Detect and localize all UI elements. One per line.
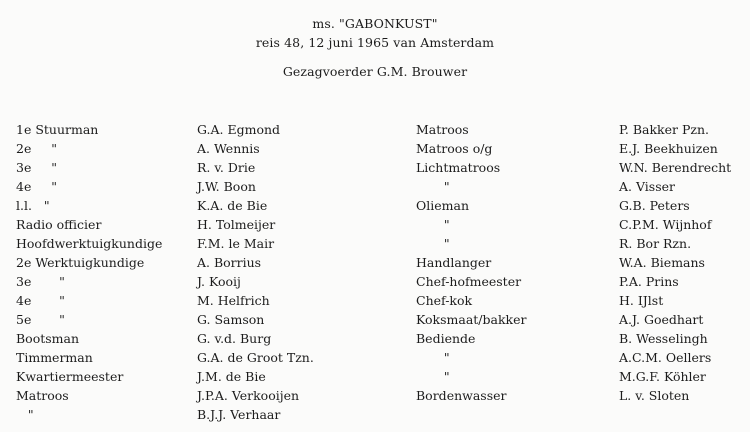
crew-name: B.J.J. Verhaar bbox=[197, 407, 281, 422]
crew-name: G.B. Peters bbox=[619, 198, 690, 213]
crew-rank: Radio officier bbox=[16, 217, 102, 232]
crew-rank: 4e " bbox=[16, 293, 65, 308]
crew-name: A. Borrius bbox=[197, 255, 262, 270]
crew-name: H. Tolmeijer bbox=[197, 217, 276, 232]
crew-name: M. Helfrich bbox=[197, 293, 270, 308]
crew-rank: Lichtmatroos bbox=[416, 160, 501, 175]
crew-name: A.C.M. Oellers bbox=[619, 350, 712, 365]
voyage-info: reis 48, 12 juni 1965 van Amsterdam bbox=[255, 35, 495, 50]
crew-rank: " bbox=[416, 236, 450, 251]
crew-rank: Matroos o/g bbox=[416, 141, 493, 156]
crew-rank: 4e " bbox=[16, 179, 57, 194]
crew-name: F.M. le Mair bbox=[197, 236, 275, 251]
crew-rank: Kwartiermeester bbox=[16, 369, 124, 384]
crew-name: R. Bor Rzn. bbox=[619, 236, 692, 251]
crew-name: K.A. de Bie bbox=[197, 198, 268, 213]
crew-rank: Timmerman bbox=[16, 350, 93, 365]
crew-rank: 5e " bbox=[16, 312, 65, 327]
crew-name: A.J. Goedhart bbox=[619, 312, 704, 327]
crew-rank: " bbox=[416, 350, 450, 365]
crew-rank: 1e Stuurman bbox=[16, 122, 99, 137]
crew-rank: Hoofdwerktuigkundige bbox=[16, 236, 163, 251]
crew-rank: Matroos bbox=[16, 388, 69, 403]
crew-rank: l.l. " bbox=[16, 198, 50, 213]
crew-name: E.J. Beekhuizen bbox=[619, 141, 718, 156]
crew-name: J.W. Boon bbox=[197, 179, 256, 194]
crew-name: W.A. Biemans bbox=[619, 255, 705, 270]
crew-rank: Olieman bbox=[416, 198, 469, 213]
crew-name: C.P.M. Wijnhof bbox=[619, 217, 712, 232]
captain-line: Gezagvoerder G.M. Brouwer bbox=[282, 64, 468, 79]
crew-rank: " bbox=[416, 369, 450, 384]
crew-name: P. Bakker Pzn. bbox=[619, 122, 709, 137]
crew-name: A. Wennis bbox=[197, 141, 260, 156]
crew-rank: Handlanger bbox=[416, 255, 492, 270]
crew-name: J.M. de Bie bbox=[197, 369, 266, 384]
crew-name: G. v.d. Burg bbox=[197, 331, 272, 346]
crew-name: J.P.A. Verkooijen bbox=[197, 388, 300, 403]
crew-rank: 2e " bbox=[16, 141, 57, 156]
crew-name: G. Samson bbox=[197, 312, 265, 327]
crew-name: P.A. Prins bbox=[619, 274, 679, 289]
crew-name: R. v. Drie bbox=[197, 160, 256, 175]
crew-rank: Bediende bbox=[416, 331, 476, 346]
crew-name: M.G.F. Köhler bbox=[619, 369, 706, 384]
crew-rank: 2e Werktuigkundige bbox=[16, 255, 145, 270]
crew-rank: Bootsman bbox=[16, 331, 80, 346]
crew-rank: Bordenwasser bbox=[416, 388, 507, 403]
crew-rank: 3e " bbox=[16, 274, 65, 289]
crew-name: J. Kooij bbox=[197, 274, 241, 289]
ship-name: ms. "GABONKUST" bbox=[312, 16, 438, 31]
crew-name: G.A. de Groot Tzn. bbox=[197, 350, 314, 365]
crew-name: L. v. Sloten bbox=[619, 388, 690, 403]
crew-rank: Chef-hofmeester bbox=[416, 274, 522, 289]
crew-rank: Koksmaat/bakker bbox=[416, 312, 527, 327]
crew-name: W.N. Berendrecht bbox=[619, 160, 732, 175]
crew-name: B. Wesselingh bbox=[619, 331, 708, 346]
crew-rank: " bbox=[416, 217, 450, 232]
crew-rank: 3e " bbox=[16, 160, 57, 175]
crew-rank: Chef-kok bbox=[416, 293, 473, 308]
crew-name: A. Visser bbox=[619, 179, 675, 194]
crew-name: H. IJlst bbox=[619, 293, 664, 308]
crew-name: G.A. Egmond bbox=[197, 122, 281, 137]
crew-rank: Matroos bbox=[416, 122, 469, 137]
crew-rank: " bbox=[16, 407, 34, 422]
crew-rank: " bbox=[416, 179, 450, 194]
